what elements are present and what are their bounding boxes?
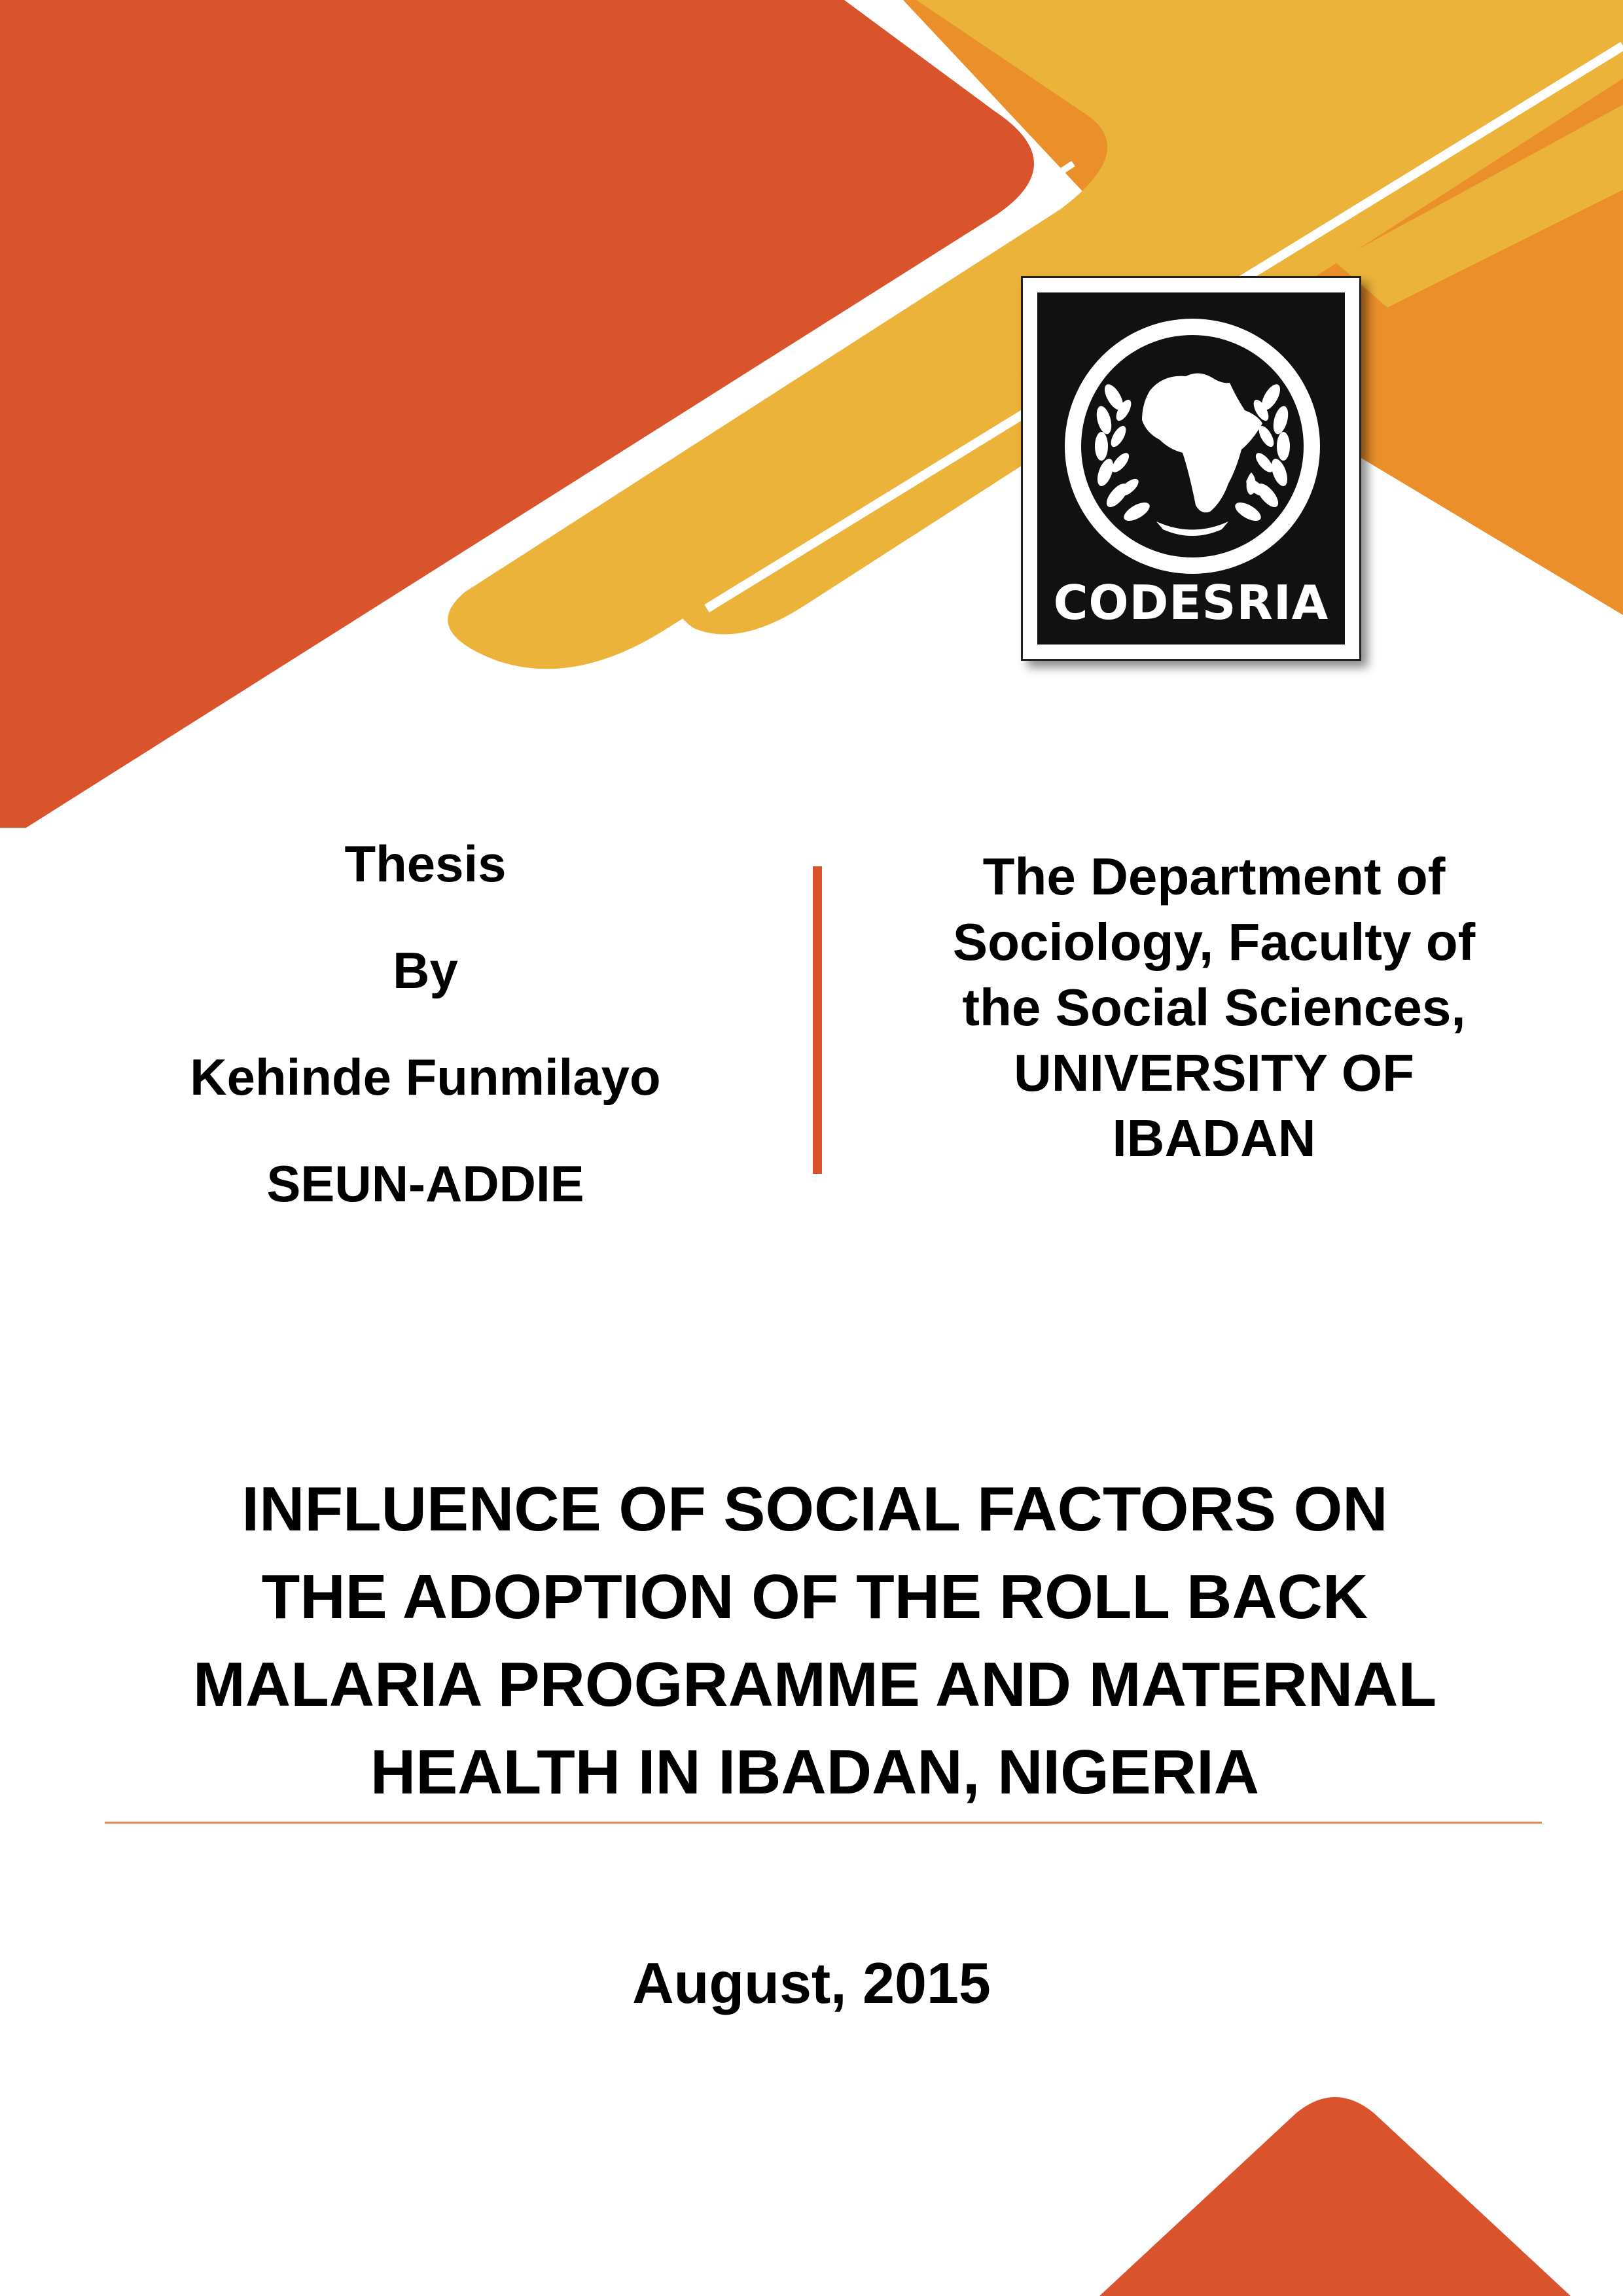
red-orange-bottom-triangle (1099, 2097, 1571, 2296)
vertical-divider (813, 866, 822, 1174)
title-line: HEALTH IN IBADAN, NIGERIA (370, 1737, 1260, 1807)
department-line: IBADAN (1112, 1109, 1316, 1167)
department-block (864, 844, 1564, 1171)
thesis-title (65, 1466, 1564, 1816)
thesis-label: Thesis (344, 835, 507, 892)
thesis-date: August, 2015 (632, 1951, 991, 2015)
department-line: the Social Sciences, (962, 978, 1466, 1036)
logo-wordmark: CODESRIA (1053, 575, 1329, 630)
by-label: By (393, 942, 458, 999)
title-line: MALARIA PROGRAMME AND MATERNAL (192, 1650, 1437, 1720)
department-line: The Department of (982, 847, 1446, 906)
logo-black-panel (1037, 292, 1345, 645)
title-underline-rule (105, 1822, 1542, 1824)
author-block (92, 831, 759, 1258)
decorative-top-shapes (0, 0, 1623, 831)
codesria-logo (1021, 276, 1361, 661)
department-line: Sociology, Faculty of (952, 913, 1476, 971)
africa-map-with-laurel-wreath-icon (1058, 312, 1327, 580)
author-first-name: Kehinde Funmilayo (190, 1048, 661, 1106)
title-line: THE ADOPTION OF THE ROLL BACK (261, 1562, 1368, 1632)
department-line: UNIVERSITY OF (1014, 1044, 1414, 1102)
author-last-name: SEUN-ADDIE (266, 1155, 584, 1212)
title-line: INFLUENCE OF SOCIAL FACTORS ON (241, 1474, 1388, 1544)
